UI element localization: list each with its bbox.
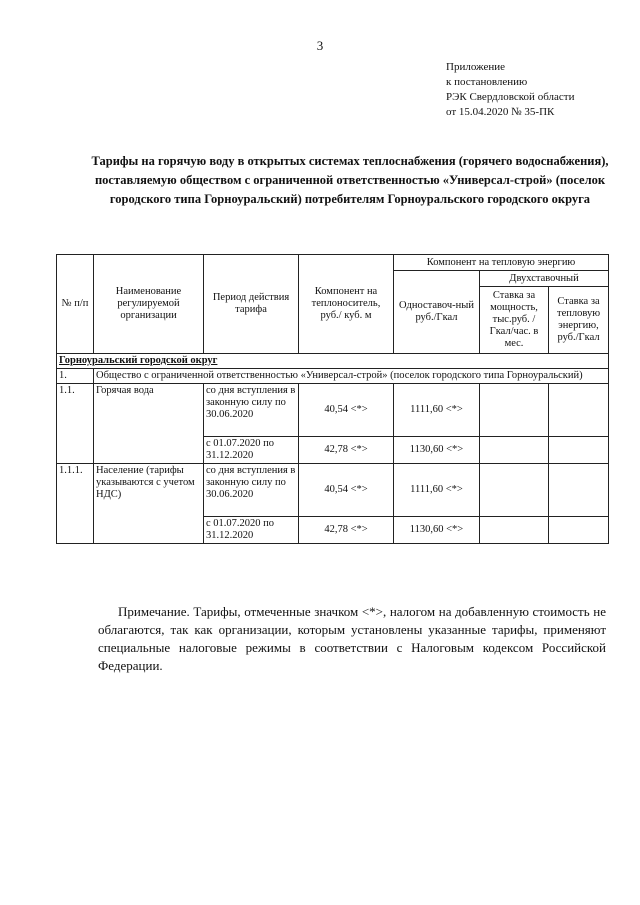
period-cell: с 01.07.2020 по 31.12.2020 (204, 437, 299, 464)
group-name: Горячая вода (94, 384, 204, 464)
single-rate-cell: 1130,60 <*> (394, 437, 480, 464)
period-cell: с 01.07.2020 по 31.12.2020 (204, 517, 299, 544)
header-single-rate: Одноставоч-ный руб./Гкал (394, 271, 480, 354)
appendix-line: к постановлению (446, 76, 528, 88)
organization-row (57, 369, 609, 384)
header-heat-carrier: Компонент на теплоноситель, руб./ куб. м (299, 255, 394, 354)
group-num: 1.1. (57, 384, 94, 464)
table-row (57, 384, 609, 437)
region-cell: Горноуральский городской округ (57, 354, 609, 369)
organization-name: Общество с ограниченной ответственностью «Универсал-строй» (поселок городского типа Горноуральский) (94, 369, 609, 384)
single-rate-cell: 1111,60 <*> (394, 384, 480, 437)
capacity-rate-cell (480, 437, 549, 464)
header-heat-energy: Компонент на тепловую энергию (394, 255, 609, 271)
appendix-line: Приложение (446, 61, 506, 73)
table-row (57, 464, 609, 517)
appendix-block (446, 60, 574, 120)
single-rate-cell: 1111,60 <*> (394, 464, 480, 517)
header-organization: Наименование регулируемой организации (94, 255, 204, 354)
organization-num: 1. (57, 369, 94, 384)
group-num: 1.1.1. (57, 464, 94, 544)
appendix-line: РЭК Свердловской области (446, 91, 575, 103)
capacity-rate-cell (480, 464, 549, 517)
period-cell: со дня вступления в законную силу по 30.06.2020 (204, 384, 299, 437)
capacity-rate-cell (480, 517, 549, 544)
page-number: 3 (316, 38, 324, 53)
carrier-cell: 40,54 <*> (299, 384, 394, 437)
note-paragraph: Примечание. Тарифы, отмеченные значком <*>, налогом на добавленную стоимость не облагаются, так как организации, которым установлены указанные тарифы, применяют специальные налоговые режимы в соответствии с Налоговым кодексом Российской Федерации. (98, 604, 606, 673)
energy-rate-cell (549, 437, 609, 464)
document-title: Тарифы на горячую воду в открытых системах теплоснабжения (горячего водоснабжения), поставляемую обществом с ограниченной ответственностью «Универсал-строй» (поселок городского типа Горноуральский) потребителям Горноуральского городского округа (91, 154, 609, 206)
region-row (57, 354, 609, 369)
energy-rate-cell (549, 517, 609, 544)
carrier-cell: 42,78 <*> (299, 437, 394, 464)
tariff-table (56, 254, 609, 544)
header-period: Период действия тарифа (204, 255, 299, 354)
table-header-row (57, 255, 609, 271)
energy-rate-cell (549, 464, 609, 517)
energy-rate-cell (549, 384, 609, 437)
carrier-cell: 40,54 <*> (299, 464, 394, 517)
header-energy-rate: Ставка за тепловую энергию, руб./Гкал (549, 287, 609, 354)
header-two-rate: Двухставочный (480, 271, 609, 287)
header-capacity-rate: Ставка за мощность, тыс.руб. /Гкал/час. в мес. (480, 287, 549, 354)
group-name: Население (тарифы указываются с учетом НДС) (94, 464, 204, 544)
carrier-cell: 42,78 <*> (299, 517, 394, 544)
appendix-line: от 15.04.2020 № 35-ПК (446, 106, 555, 118)
single-rate-cell: 1130,60 <*> (394, 517, 480, 544)
capacity-rate-cell (480, 384, 549, 437)
period-cell: со дня вступления в законную силу по 30.06.2020 (204, 464, 299, 517)
header-num: № п/п (57, 255, 94, 354)
